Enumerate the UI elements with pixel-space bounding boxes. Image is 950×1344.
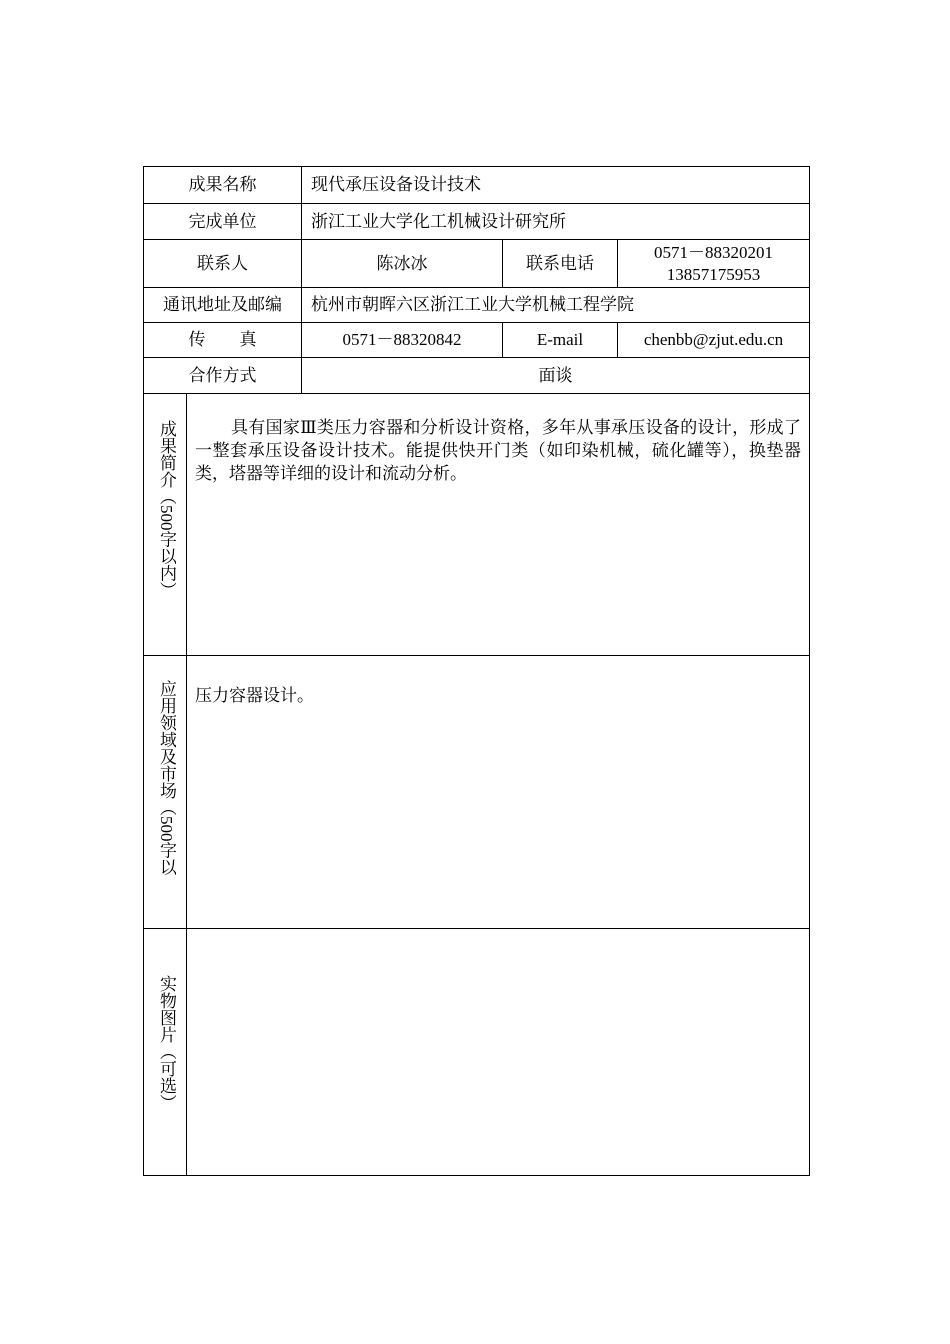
intro-text: 具有国家Ⅲ类压力容器和分析设计资格，多年从事承压设备的设计，形成了一整套承压设备设计技术。能提供快开门类（如印染机械，硫化罐等），换垫器类，塔器等详细的设计和流动分析。	[195, 418, 801, 483]
intro-label-num: 500	[157, 505, 176, 531]
unit-value: 浙江工业大学化工机械设计研究所	[311, 211, 566, 231]
fax-value: 0571－88320842	[342, 330, 462, 349]
application-label-a: 应用领域及市场（	[157, 680, 176, 816]
cooperation-value: 面谈	[538, 365, 573, 385]
contact-value: 陈冰冰	[376, 253, 428, 273]
fax-label: 传 真	[188, 330, 257, 349]
address-label: 通讯地址及邮编	[163, 295, 282, 314]
phone-value	[618, 240, 809, 287]
name-value: 现代承压设备设计技术	[311, 175, 481, 194]
intro-label-a: 成果简介（	[157, 420, 176, 505]
phone-label: 联系电话	[526, 253, 594, 273]
cooperation-label: 合作方式	[188, 365, 257, 385]
photo-area	[187, 929, 809, 1175]
application-label-b: 字以	[157, 841, 176, 876]
application-label-num: 500	[157, 816, 176, 842]
intro-label	[152, 420, 176, 650]
photo-label: 实物图片（可选）	[157, 975, 176, 1111]
name-label: 成果名称	[188, 175, 257, 194]
email-value: chenbb@zjut.edu.cn	[643, 330, 784, 349]
phone-line-1: 0571－88320201	[654, 242, 773, 262]
intro-label-b: 字以内）	[157, 530, 176, 599]
application-label	[152, 680, 176, 910]
email-label: E-mail	[536, 330, 584, 349]
unit-label: 完成单位	[188, 211, 257, 231]
contact-label: 联系人	[197, 253, 248, 273]
application-text: 压力容器设计。	[195, 686, 314, 705]
phone-line-2: 13857175953	[666, 264, 761, 284]
address-value: 杭州市朝晖六区浙江工业大学机械工程学院	[311, 295, 634, 314]
